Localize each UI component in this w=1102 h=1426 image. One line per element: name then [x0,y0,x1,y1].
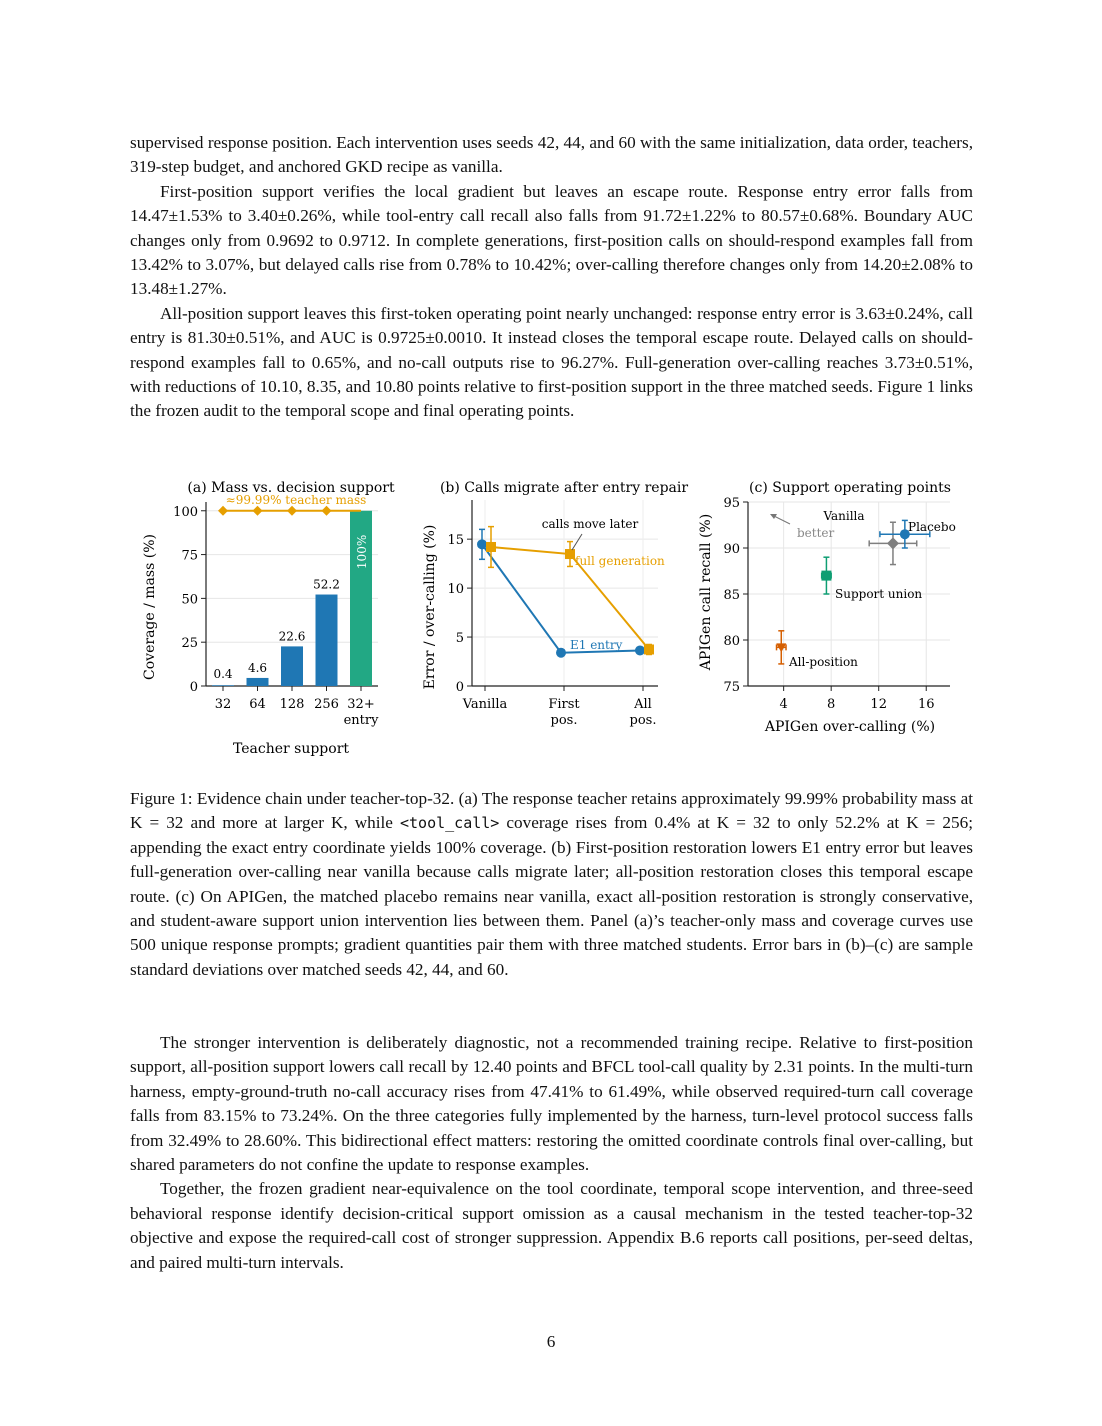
series-label: E1 entry [570,638,623,652]
teacher-mass-label: ≈99.99% teacher mass [225,492,367,507]
y-tick-label: 50 [181,592,198,608]
panel-a-ylabel: Coverage / mass (%) [142,534,158,680]
point-label: Vanilla [823,509,865,523]
bar [212,685,234,686]
x-tick-label: 8 [827,697,836,712]
panel-b-line-chart [422,480,688,728]
x-tick-label: 16 [917,697,935,712]
x-tick-label: 4 [779,697,788,712]
y-tick-label: 15 [447,533,464,549]
x-tick-label: 32 [214,697,232,712]
x-tick-label: 128 [279,697,305,712]
panel-a-xlabel: Teacher support [232,741,350,757]
data-point [486,542,496,552]
bar-value-label: 100% [355,534,369,570]
panel-c-ylabel: APIGen call recall (%) [698,513,714,671]
bar [316,595,338,686]
point-label: All-position [789,655,858,669]
caption-text-1: Figure 1: Evidence chain under teacher-top-32. (a) The response teacher retains approximately 99.99% probability mass at K = 32 and more at larger K, while [130,789,973,833]
x-tick-label: 256 [314,697,339,712]
teacher-mass-marker [218,506,228,516]
data-point [821,571,831,581]
paragraph: Together, the frozen gradient near-equivalence on the tool coordinate, temporal scope intervention, and three-seed behavioral response identify decision-critical support omission as a causal mechanism in the tested teacher-top-32 objective and expose the required-call cost of stronger suppression. Appendix B.6 reports call positions, per-seed deltas, and paired multi-turn intervals. [130,1179,973,1272]
paragraph: supervised response position. Each intervention uses seeds 42, 44, and 60 with the same initialization, data order, teachers, 319-step budget, and anchored GKD recipe as vanilla. [130,133,973,177]
x-tick-label: First pos. [548,697,580,728]
caption-text-2: coverage rises from 0.4% at K = 32 to only 52.2% at K = 256; appending the exact entry coordinate yields 100% coverage. (b) First-position restoration lowers E1 entry error but leaves full-generation over-calling near vanilla because calls migrate later; all-position restoration closes this temporal escape route. (c) On APIGen, the matched placebo remains near vanilla, exact all-position restoration is strongly conservative, and student-aware support union intervention lies between them. Panel (a)’s teacher-only mass and coverage curves use 500 unique response prompts; gradient quantities pair them with three matched students. Error bars in (b)–(c) are sample standard deviations over matched seeds 42, 44, and 60. [130,813,973,979]
annotation: calls move later [541,517,639,531]
panel-c-scatter-chart [698,480,956,735]
x-tick-label: 12 [870,697,887,712]
panel-b-ylabel: Error / over-calling (%) [422,524,438,690]
annotation-arrow [572,534,582,550]
bar [281,646,303,686]
y-tick-label: 100 [173,504,198,520]
data-point [477,539,487,549]
y-tick-label: 25 [181,636,198,652]
y-tick-label: 5 [455,631,464,647]
y-tick-label: 95 [723,496,740,511]
y-tick-label: 85 [723,588,740,603]
data-point [635,645,645,655]
x-tick-label: 64 [249,697,266,712]
paragraph: All-position support leaves this first-token operating point nearly unchanged: response entry error is 3.63±0.24%, call entry is 81.30±0.51%, and AUC is 0.9725±0.0010. It instead closes the temporal escape route. Delayed calls on should-respond examples fall to 0.65%, and no-call outputs rise to 96.27%. Full-generation over-calling reaches 3.73±0.51%, with reductions of 10.10, 8.35, and 10.80 points relative to first-position support in the three matched seeds. Figure 1 links the frozen audit to the temporal scope and final operating points. [130,303,973,421]
y-tick-label: 10 [447,582,464,598]
bar-value-label: 52.2 [313,577,340,592]
paragraph: The stronger intervention is deliberately diagnostic, not a recommended training recipe. Relative to first-position support, all-position support lowers call recall by 12.40 points and BFCL tool-call quality by 2.31 points. In the multi-turn harness, empty-ground-truth no-call accuracy rises from 47.41% to 61.49%, while observed required-turn call coverage falls from 83.15% to 73.24%. On the three categories fully implemented by the harness, turn-level protocol success falls from 32.49% to 28.60%. This bidirectional effect matters: restoring the omitted coordinate controls final over-calling, but shared parameters do not confine the update to response examples. [130,1033,973,1175]
panel-b-title: (b) Calls migrate after entry repair [439,480,689,496]
data-point [565,549,575,559]
data-point [644,644,654,654]
teacher-mass-marker [287,506,297,516]
bar-value-label: 0.4 [213,667,233,681]
paragraph: First-position support verifies the local gradient but leaves an escape route. Response entry error falls from 14.47±1.53% to 3.40±0.26%, while tool-entry call recall also falls from 91.72±1.22% to 80.57±0.68%. Boundary AUC changes only from 0.9692 to 0.9712. In complete generations, first-position calls on should-respond examples fall from 13.42% to 3.07%, but delayed calls rise from 0.78% to 10.42%; over-calling therefore changes only from 14.20±2.08% to 13.48±1.27%. [130,181,973,299]
y-tick-label: 80 [723,634,740,649]
y-tick-label: 75 [723,680,740,695]
figure-caption [130,787,973,982]
panel-a-title: (a) Mass vs. decision support [187,480,395,496]
data-point [556,648,566,658]
point-label: Support union [835,587,923,601]
y-tick-label: 75 [181,548,198,564]
caption-code: <tool_call> [399,814,500,833]
y-tick-label: 0 [455,680,464,695]
figure-1 [130,472,973,772]
x-tick-label: Vanilla [462,697,508,712]
bar-value-label: 4.6 [247,660,268,675]
body-text-top [130,131,973,424]
page-number: 6 [546,1332,556,1351]
panel-c-xlabel: APIGen over-calling (%) [764,719,936,735]
x-tick-label: 32+ entry [343,697,379,728]
teacher-mass-marker [322,506,332,516]
y-tick-label: 90 [723,542,740,557]
annotation: better [797,526,835,540]
panel-a-bar-chart [142,480,395,757]
teacher-mass-marker [253,506,263,516]
panel-c-title: (c) Support operating points [749,480,951,496]
bar-value-label: 22.6 [278,629,306,644]
point-label: Placebo [908,520,956,534]
bar [247,678,269,686]
body-text-bottom [130,1031,973,1275]
x-tick-label: All pos. [629,697,657,728]
series-label: full generation [575,554,665,568]
y-tick-label: 0 [189,680,198,695]
